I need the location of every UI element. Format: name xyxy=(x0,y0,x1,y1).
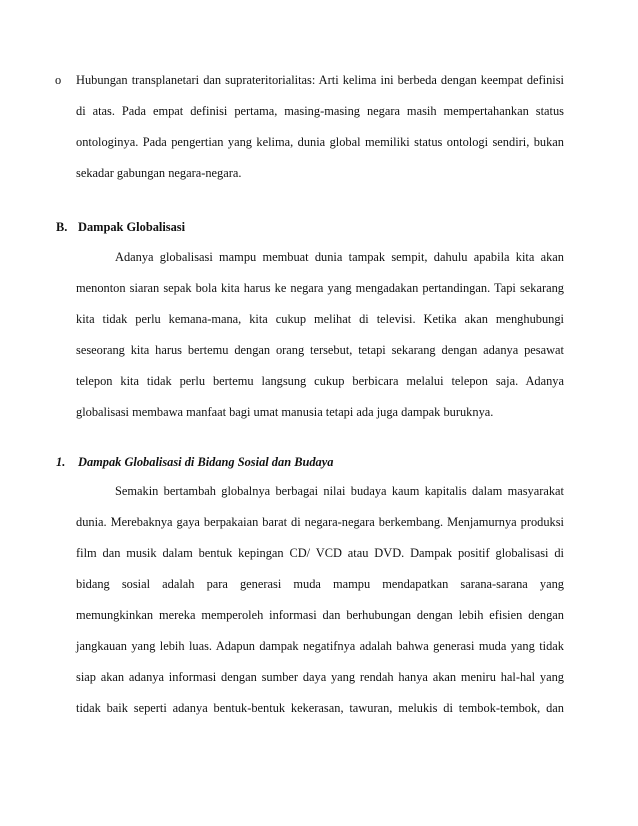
paragraph-line: menonton siaran sepak bola kita harus ke negara yang mengadakan pertandingan. Tapi sekarang xyxy=(76,281,564,295)
subsection-title: Dampak Globalisasi di Bidang Sosial dan Budaya xyxy=(78,455,334,469)
paragraph-line: memungkinkan mereka memperoleh informasi dan berhubungan dengan lebih efisien dengan xyxy=(76,608,564,622)
paragraph-line: telepon kita tidak perlu bertemu langsung cukup berbicara melalui telepon saja. Adanya xyxy=(76,374,564,388)
paragraph-line: kita tidak perlu kemana-mana, kita cukup melihat di televisi. Ketika akan menghubungi xyxy=(76,312,564,326)
section-title: Dampak Globalisasi xyxy=(78,220,186,234)
subsection-heading xyxy=(56,454,333,470)
section-heading xyxy=(56,219,185,235)
bullet-marker: o xyxy=(55,73,62,87)
paragraph-line: Hubungan transplanetari dan suprateritorialitas: Arti kelima ini berbeda dengan keempat definisi xyxy=(76,73,564,87)
paragraph-line: ontologinya. Pada pengertian yang kelima, dunia global memiliki status ontologi sendiri, bukan xyxy=(76,135,564,149)
section-number: B. xyxy=(56,220,68,234)
paragraph-line: Adanya globalisasi mampu membuat dunia tampak sempit, dahulu apabila kita akan xyxy=(115,250,564,264)
paragraph-line: film dan musik dalam bentuk kepingan CD/ VCD atau DVD. Dampak positif globalisasi di xyxy=(76,546,564,560)
paragraph-line: bidang sosial adalah para generasi muda mampu mendapatkan sarana-sarana yang xyxy=(76,577,564,591)
paragraph-line: Semakin bertambah globalnya berbagai nilai budaya kaum kapitalis dalam masyarakat xyxy=(115,484,564,498)
paragraph-line: siap akan adanya informasi dengan sumber daya yang rendah hanya akan meniru hal-hal yang xyxy=(76,670,564,684)
paragraph-line: dunia. Merebaknya gaya berpakaian barat di negara-negara berkembang. Menjamurnya produksi xyxy=(76,515,564,529)
paragraph-line: tidak baik seperti adanya bentuk-bentuk kekerasan, tawuran, melukis di tembok-tembok, dan xyxy=(76,701,564,715)
paragraph-line: globalisasi membawa manfaat bagi umat manusia tetapi ada juga dampak buruknya. xyxy=(76,405,494,419)
subsection-number: 1. xyxy=(56,455,66,469)
paragraph-line: sekadar gabungan negara-negara. xyxy=(76,166,242,180)
paragraph-line: jangkauan yang lebih luas. Adapun dampak negatifnya adalah bahwa generasi muda yang tidak xyxy=(76,639,564,653)
paragraph-line: seseorang kita harus bertemu dengan orang tersebut, tetapi sekarang dengan adanya pesawat xyxy=(76,343,564,357)
paragraph-line: di atas. Pada empat definisi pertama, masing-masing negara masih mempertahankan status xyxy=(76,104,564,118)
